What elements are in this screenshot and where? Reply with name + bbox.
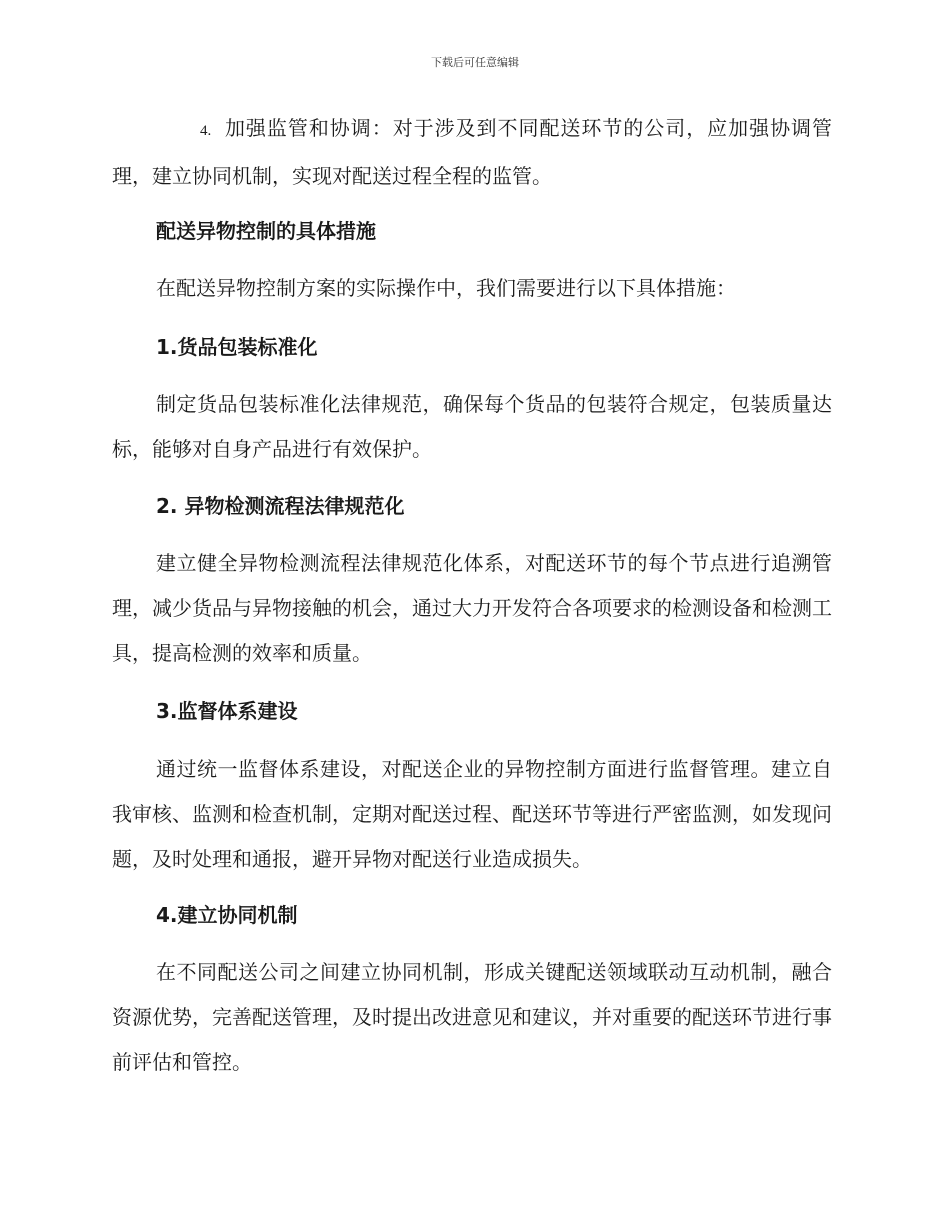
measure-2-paragraph: 建立健全异物检测流程法律规范化体系，对配送环节的每个节点进行追溯管理，减少货品与异物接触的机会，通过大力开发符合各项要求的检测设备和检测工具，提高检测的效率和质量。 — [112, 551, 832, 665]
item-4-number: 4. — [200, 123, 212, 139]
measure-4-title: 4.建立协同机制 — [156, 903, 298, 927]
intro-paragraph: 在配送异物控制方案的实际操作中，我们需要进行以下具体措施： — [156, 276, 736, 300]
page-header: 下载后可任意编辑 — [431, 56, 519, 69]
item-4-paragraph — [112, 106, 832, 199]
measure-1-paragraph: 制定货品包装标准化法律规范，确保每个货品的包装符合规定，包装质量达标，能够对自身产品进行有效保护。 — [112, 392, 832, 461]
measure-3-title: 3.监督体系建设 — [156, 699, 298, 723]
measure-4-paragraph: 在不同配送公司之间建立协同机制，形成关键配送领域联动互动机制，融合资源优势，完善配送管理，及时提出改进意见和建议，并对重要的配送环节进行事前评估和管控。 — [112, 960, 832, 1074]
measure-3-paragraph: 通过统一监督体系建设，对配送企业的异物控制方面进行监督管理。建立自我审核、监测和检查机制，定期对配送过程、配送环节等进行严密监测，如发现问题，及时处理和通报，避开异物对配送行业造成损失。 — [112, 757, 832, 871]
item-4-text: 加强监管和协调：对于涉及到不同配送环节的公司，应加强协调管理，建立协同机制，实现对配送过程全程的监管。 — [112, 116, 832, 188]
measure-1-title: 1.货品包装标准化 — [156, 335, 318, 359]
measure-2-title: 2. 异物检测流程法律规范化 — [156, 494, 405, 518]
section-title: 配送异物控制的具体措施 — [156, 219, 376, 243]
